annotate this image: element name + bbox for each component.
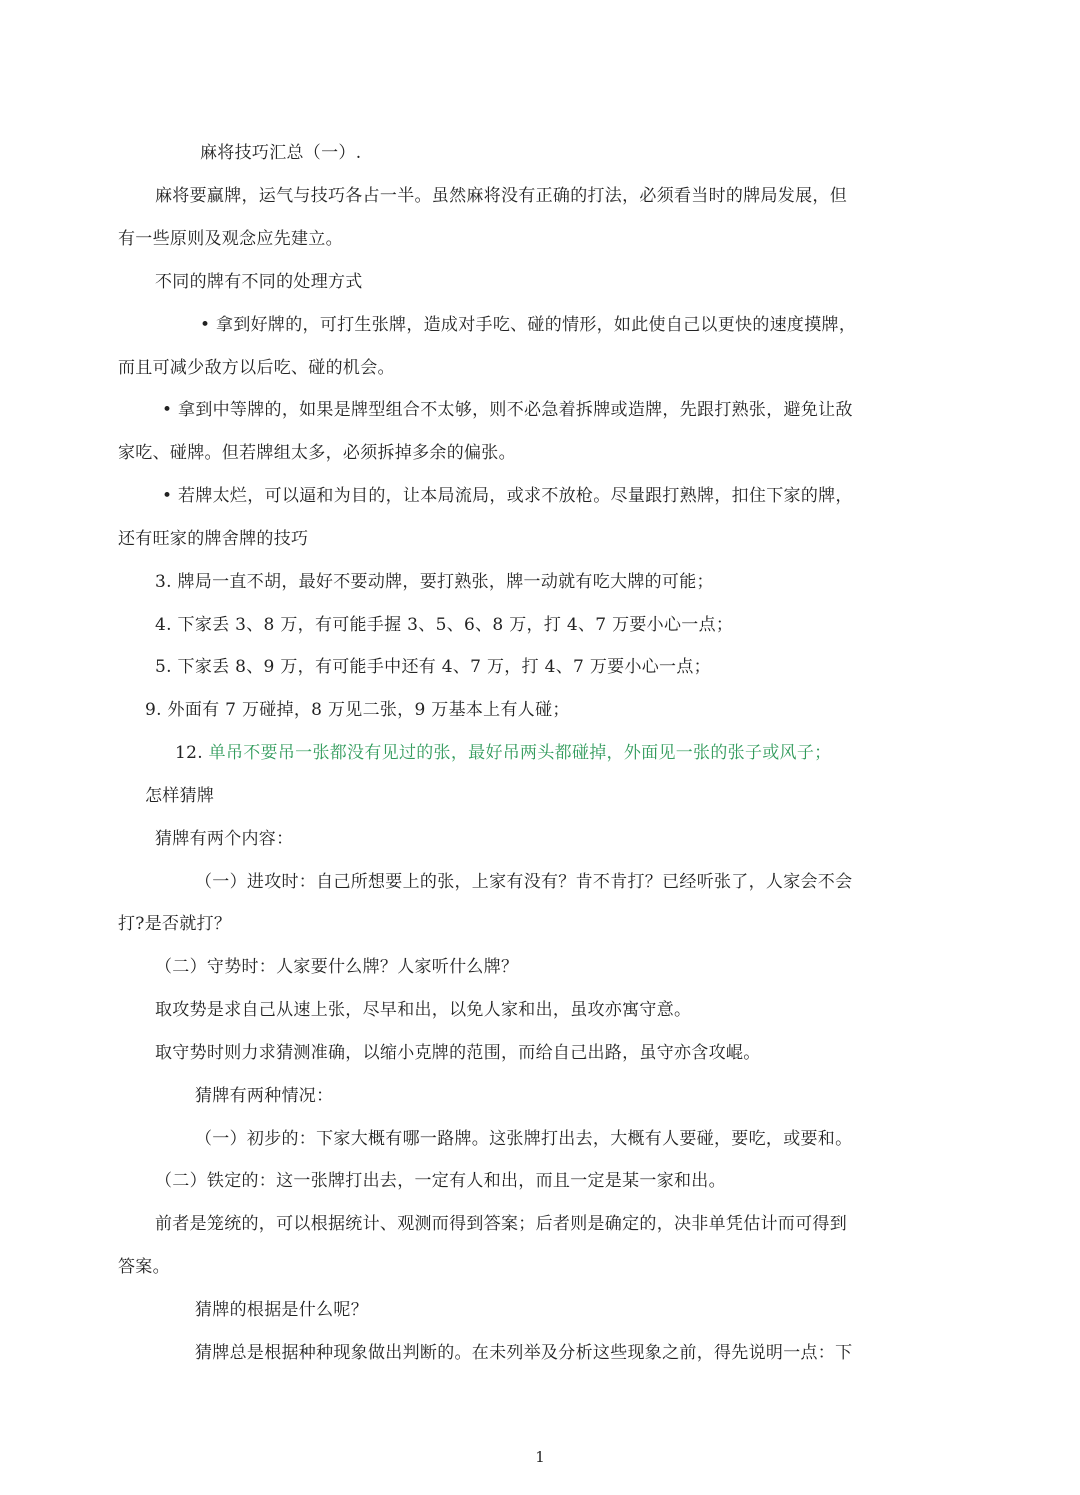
section-heading: 猜牌的根据是什么呢？ <box>195 1300 368 1320</box>
doc-title: 麻将技巧汇总（一）. <box>200 143 362 163</box>
paragraph-line: 麻将要赢牌，运气与技巧各占一半。虽然麻将没有正确的打法，必须看当时的牌局发展，但 <box>155 186 847 206</box>
bullet-line: • 若牌太烂，可以逼和为目的，让本局流局，或求不放枪。尽量跟打熟牌，扣住下家的牌， <box>162 486 853 506</box>
section-heading: 猜牌有两种情况： <box>195 1086 334 1106</box>
page-number: 1 <box>535 1448 545 1466</box>
paragraph-line: 有一些原则及观念应先建立。 <box>118 229 343 249</box>
tip-item: 3. 牌局一直不胡，最好不要动牌，要打熟张，牌一动就有吃大牌的可能； <box>155 572 714 592</box>
paragraph-line: 家吃、碰牌。但若牌组太多，必须拆掉多余的偏张。 <box>118 443 516 463</box>
section-heading: 怎样猜牌 <box>145 786 215 806</box>
paragraph-line: 还有旺家的牌舍牌的技巧 <box>118 529 309 549</box>
bullet-line: • 拿到中等牌的，如果是牌型组合不太够，则不必急着拆牌或造牌，先跟打熟张，避免让敌 <box>162 400 853 420</box>
tip-item: 4. 下家丢 3、8 万，有可能手握 3、5、6、8 万，打 4、7 万要小心一点； <box>155 615 734 635</box>
tip-item: 5. 下家丢 8、9 万，有可能手中还有 4、7 万，打 4、7 万要小心一点； <box>155 657 711 677</box>
section-heading: 不同的牌有不同的处理方式 <box>155 272 363 292</box>
paragraph-line: （一）初步的：下家大概有哪一路牌。这张牌打出去，大概有人要碰，要吃，或要和。 <box>195 1129 853 1149</box>
paragraph-line: 猜牌总是根据种种现象做出判断的。在未列举及分析这些现象之前，得先说明一点：下 <box>195 1343 853 1363</box>
highlighted-text: 单吊不要吊一张都没有见过的张，最好吊两头都碰掉，外面见一张的张子或风子； <box>208 743 832 763</box>
paragraph-line: 取攻势是求自己从速上张，尽早和出，以免人家和出，虽攻亦寓守意。 <box>155 1000 692 1020</box>
paragraph-line: 猜牌有两个内容： <box>155 829 294 849</box>
bullet-line: • 拿到好牌的，可打生张牌，造成对手吃、碰的情形，如此使自己以更快的速度摸牌， <box>200 315 857 335</box>
tip-item-highlighted <box>175 742 831 764</box>
paragraph-line: （二）铁定的：这一张牌打出去，一定有人和出，而且一定是某一家和出。 <box>155 1171 726 1191</box>
tip-item: 9. 外面有 7 万碰掉，8 万见二张，9 万基本上有人碰； <box>145 700 570 720</box>
paragraph-line: （一）进攻时：自己所想要上的张，上家有没有？肯不肯打？已经听张了，人家会不会 <box>195 872 853 892</box>
tip-number: 12. <box>175 743 209 763</box>
paragraph-line: 前者是笼统的，可以根据统计、观测而得到答案；后者则是确定的，决非单凭估计而可得到 <box>155 1214 847 1234</box>
paragraph-line: （二）守势时：人家要什么牌？人家听什么牌？ <box>155 957 519 977</box>
paragraph-line: 而且可减少敌方以后吃、碰的机会。 <box>118 358 395 378</box>
paragraph-line: 打?是否就打？ <box>118 914 232 934</box>
paragraph-line: 答案。 <box>118 1257 170 1277</box>
paragraph-line: 取守势时则力求猜测准确，以缩小克牌的范围，而给自己出路，虽守亦含攻崐。 <box>155 1043 761 1063</box>
